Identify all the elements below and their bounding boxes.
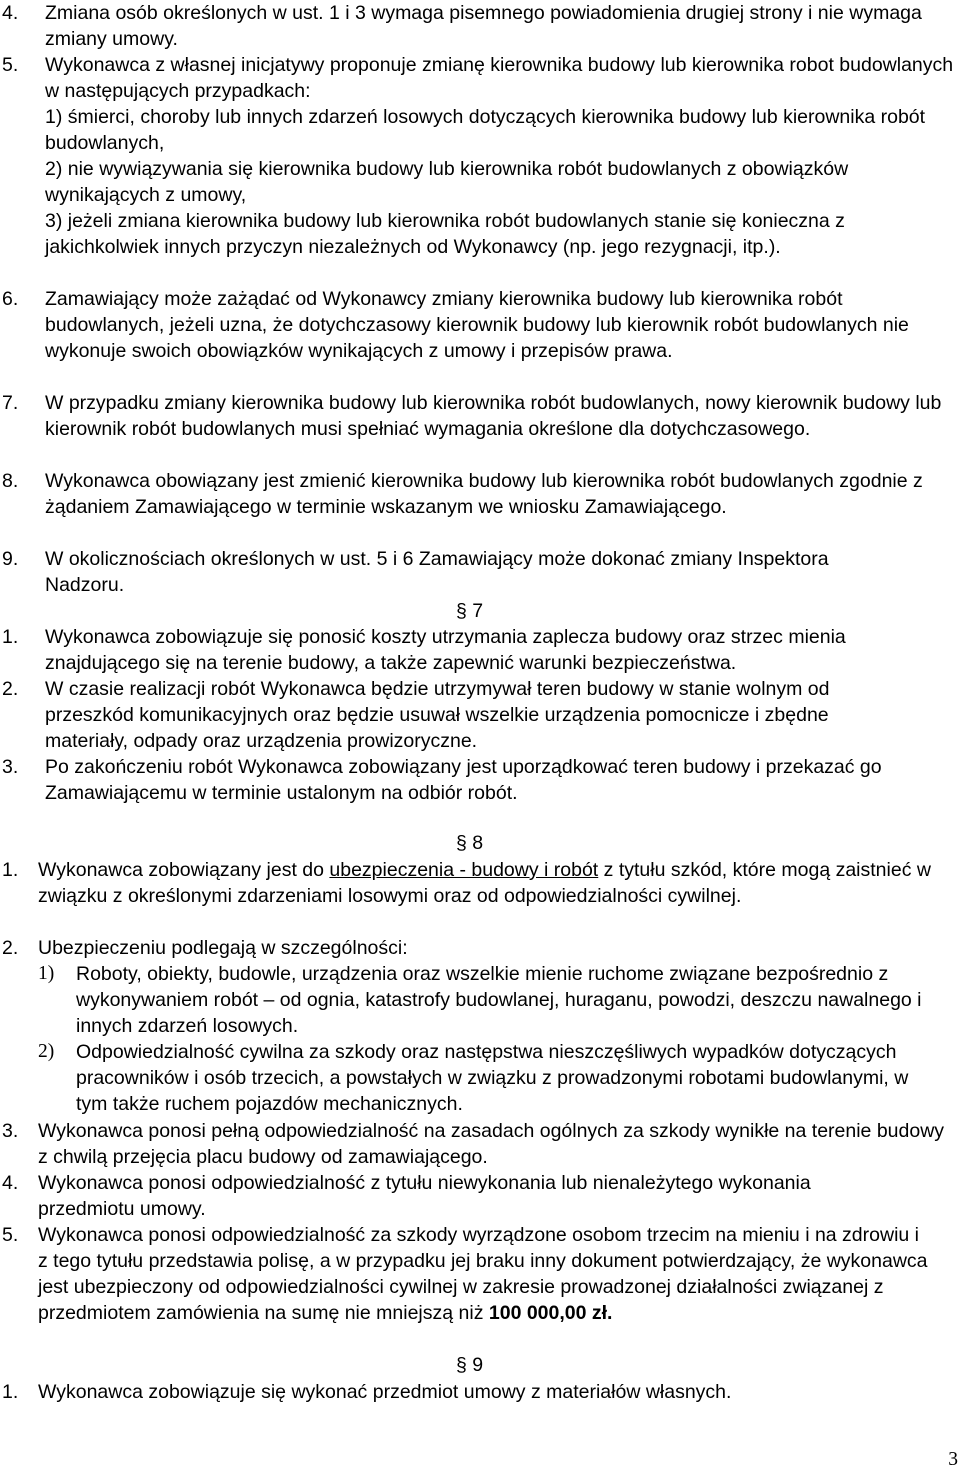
item-number: 1. bbox=[2, 1381, 19, 1403]
s7-paragraph-3: Po zakończeniu robót Wykonawca zobowiązany jest uporządkować teren budowy i przekazać go Zamawiającemu w terminie ustalonym na odbiór robót. bbox=[45, 756, 882, 804]
item-number: 1. bbox=[2, 859, 19, 881]
insurance-underlined-phrase: ubezpieczenia - budowy i robót bbox=[329, 859, 599, 881]
page-number: 3 bbox=[948, 1449, 958, 1470]
item-number: 6. bbox=[2, 288, 19, 310]
s8-paragraph-4: Wykonawca ponosi odpowiedzialność z tytułu niewykonania lub nienależytego wykonania przedmiotu umowy. bbox=[38, 1172, 811, 1220]
item-number: 5. bbox=[2, 54, 19, 76]
s8-p2-point-1: Roboty, obiekty, budowle, urządzenia oraz wszelkie mienie ruchome związane bezpośrednio z wykonywaniem robót – od ognia, katastrofy budowlanej, huraganu, powodzi, deszczu nawalnego i innych zdarzeń losowych. bbox=[76, 963, 922, 1037]
sub-item-number: 2) bbox=[38, 1041, 55, 1062]
paragraph-5-point-1: 1) śmierci, choroby lub innych zdarzeń losowych dotyczących kierownika budowy lub kierownika robót budowlanych, bbox=[45, 106, 926, 154]
s8-p1-text: Wykonawca zobowiązany jest do bbox=[38, 859, 330, 881]
item-number: 1. bbox=[2, 626, 19, 648]
paragraph-6: Zamawiający może zażądać od Wykonawcy zmiany kierownika budowy lub kierownika robót budowlanych, jeżeli uzna, że dotychczasowy kierownik budowy lub kierownik robót budowlanych nie wykonuje swoich obowiązków wynikających z umowy i przepisów prawa. bbox=[45, 288, 909, 362]
item-number: 7. bbox=[2, 392, 19, 414]
s8-paragraph-3: Wykonawca ponosi pełną odpowiedzialność na zasadach ogólnych za szkody wynikłe na terenie budowy z chwilą przejęcia placu budowy od zamawiającego. bbox=[38, 1120, 945, 1168]
paragraph-5-point-2: 2) nie wywiązywania się kierownika budowy lub kierownika robót budowlanych z obowiązków wynikających z umowy, bbox=[45, 158, 849, 206]
s8-paragraph-2: Ubezpieczeniu podlegają w szczególności: bbox=[38, 937, 408, 959]
section-heading-9: § 9 bbox=[456, 1354, 484, 1376]
item-number: 5. bbox=[2, 1224, 19, 1246]
s8-p1-text-end: z tytułu szkód, które mogą zaistnieć w związku z określonymi zdarzeniami losowymi oraz od odpowiedzialności cywilnej. bbox=[38, 859, 931, 907]
s8-paragraph-1 bbox=[38, 857, 938, 909]
item-number: 9. bbox=[2, 548, 19, 570]
paragraph-7: W przypadku zmiany kierownika budowy lub kierownika robót budowlanych, nowy kierownik budowy lub kierownik robót budowlanych musi spełniać wymagania określone dla dotychczasowego. bbox=[45, 392, 942, 440]
paragraph-9: W okolicznościach określonych w ust. 5 i 6 Zamawiający może dokonać zmiany Inspektora Nadzoru. bbox=[45, 548, 829, 596]
section-heading-8: § 8 bbox=[456, 832, 484, 854]
s8-paragraph-5 bbox=[38, 1222, 928, 1326]
s8-p5-text: Wykonawca ponosi odpowiedzialność za szkody wyrządzone osobom trzecim na mieniu i na zdrowiu i z tego tytułu przedstawia polisę, a w przypadku jej braku inny dokument potwierdzający, że wykonawca jest ubezpieczony od odpowiedzialności cywilnej w zakresie prowadzonej działalności związanej z przedmiotem zamówienia na sumę nie mniejszą niż bbox=[38, 1224, 928, 1324]
item-number: 8. bbox=[2, 470, 19, 492]
item-number: 4. bbox=[2, 2, 19, 24]
sub-item-number: 1) bbox=[38, 963, 55, 984]
s7-paragraph-1: Wykonawca zobowiązuje się ponosić koszty utrzymania zaplecza budowy oraz strzec mienia znajdującego się na terenie budowy, a także zapewnić warunki bezpieczeństwa. bbox=[45, 626, 846, 674]
s8-p2-point-2: Odpowiedzialność cywilna za szkody oraz następstwa nieszczęśliwych wypadków dotyczących pracowników i osób trzecich, a powstałych w związku z prowadzonymi robotami budowlanymi, w tym także ruchem pojazdów mechanicznych. bbox=[76, 1041, 909, 1115]
section-heading-7: § 7 bbox=[456, 600, 484, 622]
paragraph-8: Wykonawca obowiązany jest zmienić kierownika budowy lub kierownika robót budowlanych zgodnie z żądaniem Zamawiającego w terminie wskazanym we wniosku Zamawiającego. bbox=[45, 470, 923, 518]
item-number: 4. bbox=[2, 1172, 19, 1194]
paragraph-5-intro: Wykonawca z własnej inicjatywy proponuje zmianę kierownika budowy lub kierownika robot budowlanych w następujących przypadkach: bbox=[45, 54, 954, 102]
insurance-sum: 100 000,00 zł. bbox=[488, 1302, 613, 1324]
paragraph-4: Zmiana osób określonych w ust. 1 i 3 wymaga pisemnego powiadomienia drugiej strony i nie wymaga zmiany umowy. bbox=[45, 2, 922, 50]
s9-paragraph-1: Wykonawca zobowiązuje się wykonać przedmiot umowy z materiałów własnych. bbox=[38, 1381, 732, 1403]
s7-paragraph-2: W czasie realizacji robót Wykonawca będzie utrzymywał teren budowy w stanie wolnym od przeszkód komunikacyjnych oraz będzie usuwał wszelkie urządzenia pomocnicze i zbędne materiały, odpady oraz urządzenia prowizoryczne. bbox=[45, 678, 830, 752]
item-number: 2. bbox=[2, 937, 19, 959]
item-number: 2. bbox=[2, 678, 19, 700]
item-number: 3. bbox=[2, 756, 19, 778]
paragraph-5-point-3: 3) jeżeli zmiana kierownika budowy lub kierownika robót budowlanych stanie się konieczna z jakichkolwiek innych przyczyn niezależnych od Wykonawcy (np. jego rezygnacji, itp.). bbox=[45, 210, 845, 258]
item-number: 3. bbox=[2, 1120, 19, 1142]
